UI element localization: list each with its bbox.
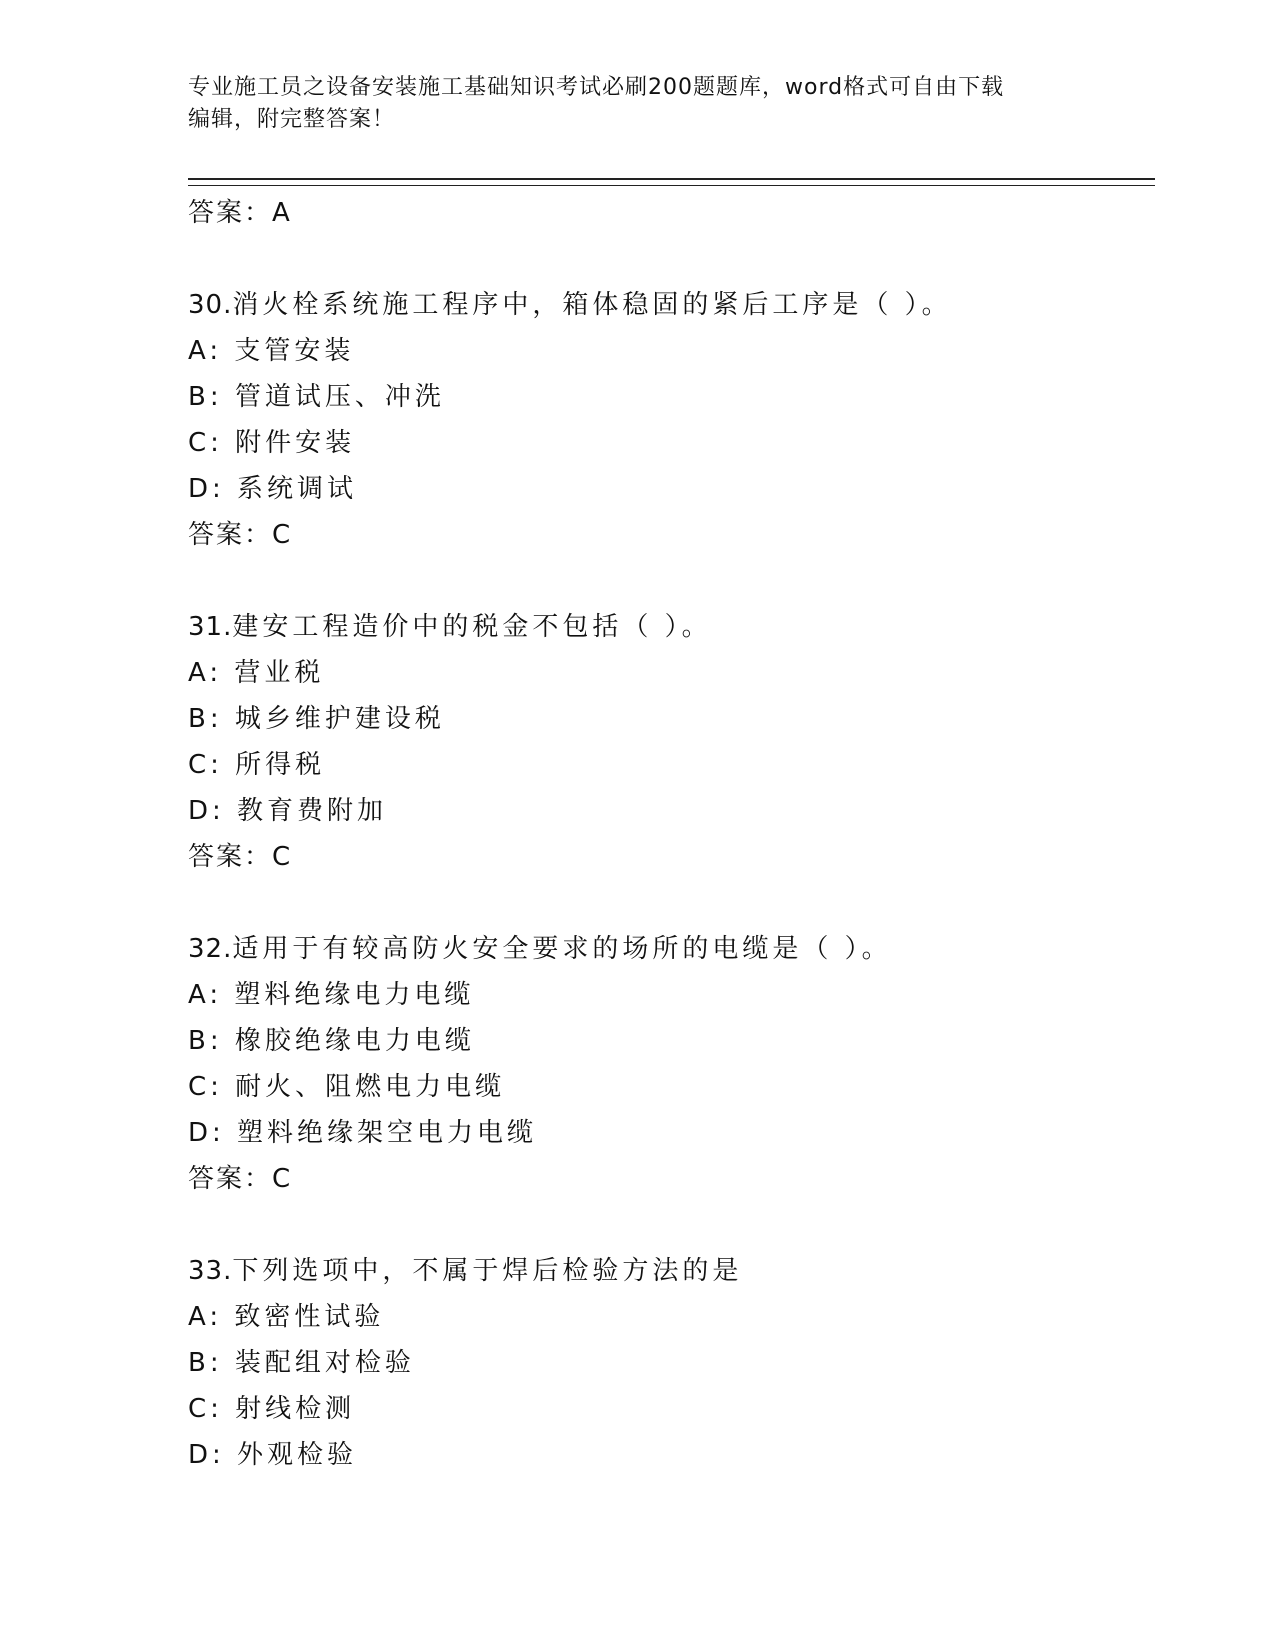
option-c: C: 耐火、阻燃电力电缆 (188, 1072, 506, 1102)
option-b: B: 装配组对检验 (188, 1348, 415, 1378)
question-text: 适用于有较高防火安全要求的场所的电缆是（ ）。 (232, 934, 892, 964)
spacer (188, 880, 1148, 926)
option-d: D: 塑料绝缘架空电力电缆 (188, 1118, 538, 1148)
question-number: 31. (188, 612, 233, 642)
option-d: D: 系统调试 (188, 474, 358, 504)
question-text: 下列选项中，不属于焊后检验方法的是 (232, 1256, 743, 1286)
spacer (188, 236, 1148, 282)
option-a: A: 营业税 (188, 658, 325, 688)
question-list (188, 190, 1148, 1478)
answer-line: 答案：C (188, 1164, 293, 1194)
header-line-1: 专业施工员之设备安装施工基础知识考试必刷200题题库，word格式可自由下载 (188, 75, 1005, 100)
question-stem (188, 282, 1148, 328)
question-number: 33. (188, 1256, 233, 1286)
option-d: D: 外观检验 (188, 1440, 358, 1470)
option-a: A: 致密性试验 (188, 1302, 385, 1332)
option-c: C: 附件安装 (188, 428, 356, 458)
question-stem (188, 604, 1148, 650)
header-line-2: 编辑，附完整答案！ (188, 107, 396, 132)
spacer (188, 558, 1148, 604)
question-number: 32. (188, 934, 233, 964)
option-b: B: 橡胶绝缘电力电缆 (188, 1026, 475, 1056)
question-stem (188, 926, 1148, 972)
question-text: 消火栓系统施工程序中，箱体稳固的紧后工序是（ ）。 (232, 290, 952, 320)
spacer (188, 1202, 1148, 1248)
option-c: C: 所得税 (188, 750, 326, 780)
question-stem (188, 1248, 1148, 1294)
answer-line: 答案：C (188, 520, 293, 550)
option-a: A: 塑料绝缘电力电缆 (188, 980, 475, 1010)
document-header (188, 72, 1088, 136)
option-b: B: 管道试压、冲洗 (188, 382, 445, 412)
answer-line: 答案：A (188, 198, 292, 228)
option-c: C: 射线检测 (188, 1394, 356, 1424)
option-b: B: 城乡维护建设税 (188, 704, 445, 734)
question-text: 建安工程造价中的税金不包括（ ）。 (232, 612, 712, 642)
question-number: 30. (188, 290, 233, 320)
answer-line: 答案：C (188, 842, 293, 872)
option-a: A: 支管安装 (188, 336, 355, 366)
option-d: D: 教育费附加 (188, 796, 388, 826)
header-divider (188, 178, 1155, 186)
